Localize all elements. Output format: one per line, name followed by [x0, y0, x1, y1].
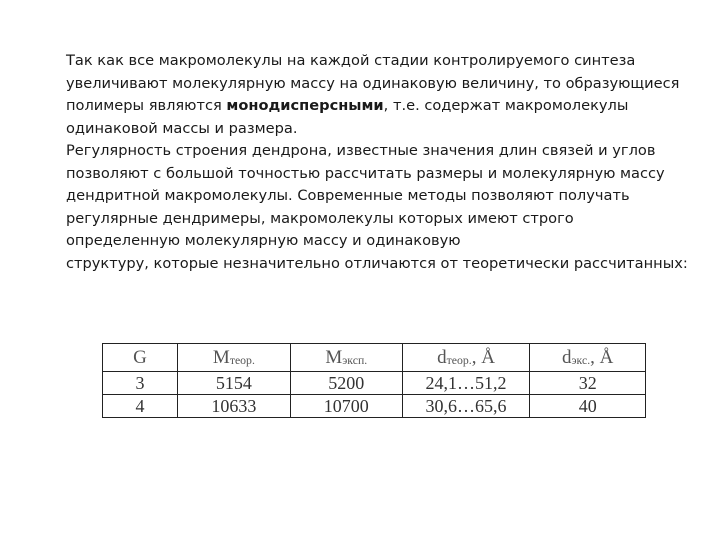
table-row — [103, 395, 646, 418]
bold-term-monodisperse: монодисперсными — [226, 97, 384, 114]
header-symbol: M — [325, 346, 343, 368]
header-m-theor — [177, 344, 290, 372]
cell-m-exp: 10700 — [290, 395, 402, 418]
cell-d-theor: 30,6…65,6 — [402, 395, 530, 418]
paragraph-2-line-5: определенную молекулярную массу и одинаковую — [66, 232, 461, 249]
paragraph-2-line-4: регулярные дендримеры, макромолекулы которых имеют строго — [66, 209, 574, 227]
cell-d-theor: 24,1…51,2 — [402, 372, 530, 395]
paragraph-2-line-1: Регулярность строения дендрона, известные значения длин связей и углов — [66, 142, 656, 159]
header-symbol: d — [437, 346, 447, 368]
cell-m-theor: 5154 — [177, 372, 290, 395]
header-d-theor — [402, 344, 530, 372]
table-header-row — [103, 344, 646, 372]
paragraph-1-line-2: увеличивают молекулярную массу на одинаковую величину, то образующиеся — [66, 74, 680, 92]
header-subscript: теор. — [446, 353, 472, 367]
cell-d-exp: 32 — [530, 372, 646, 395]
paragraph-1-line-1: Так как все макромолекулы на каждой стадии контролируемого синтеза — [66, 52, 636, 69]
header-symbol: d — [562, 346, 572, 368]
table-row — [103, 372, 646, 395]
paragraph-1-line-4: одинаковой массы и размера. — [66, 119, 298, 137]
cell-g: 4 — [103, 395, 178, 418]
header-unit: , Å — [471, 346, 495, 368]
paragraph-2-line-3: дендритной макромолекулы. Современные методы позволяют получать — [66, 187, 630, 204]
paragraph-2-line-2: позволяют с большой точностью рассчитать размеры и молекулярную массу — [66, 164, 665, 182]
cell-m-exp: 5200 — [290, 372, 402, 395]
cell-d-exp: 40 — [530, 395, 646, 418]
body-text — [66, 50, 706, 275]
cell-m-theor: 10633 — [177, 395, 290, 418]
header-subscript: теор. — [229, 353, 255, 367]
header-m-exp — [290, 344, 402, 372]
paragraph-2-line-6: структуру, которые незначительно отличаются от теоретически рассчитанных: — [66, 254, 688, 272]
header-d-exp — [530, 344, 646, 372]
text-segment: , т.е. содержат макромолекулы — [383, 97, 629, 114]
header-subscript: эксп. — [342, 353, 368, 367]
header-symbol: M — [212, 346, 230, 368]
paragraph-1-line-3 — [66, 95, 706, 118]
cell-g: 3 — [103, 372, 178, 395]
header-unit: , Å — [590, 346, 614, 368]
text-segment: полимеры являются — [66, 97, 227, 114]
header-subscript: экс. — [571, 353, 591, 367]
dendrimer-data-table — [102, 343, 646, 418]
header-g: G — [103, 344, 178, 372]
